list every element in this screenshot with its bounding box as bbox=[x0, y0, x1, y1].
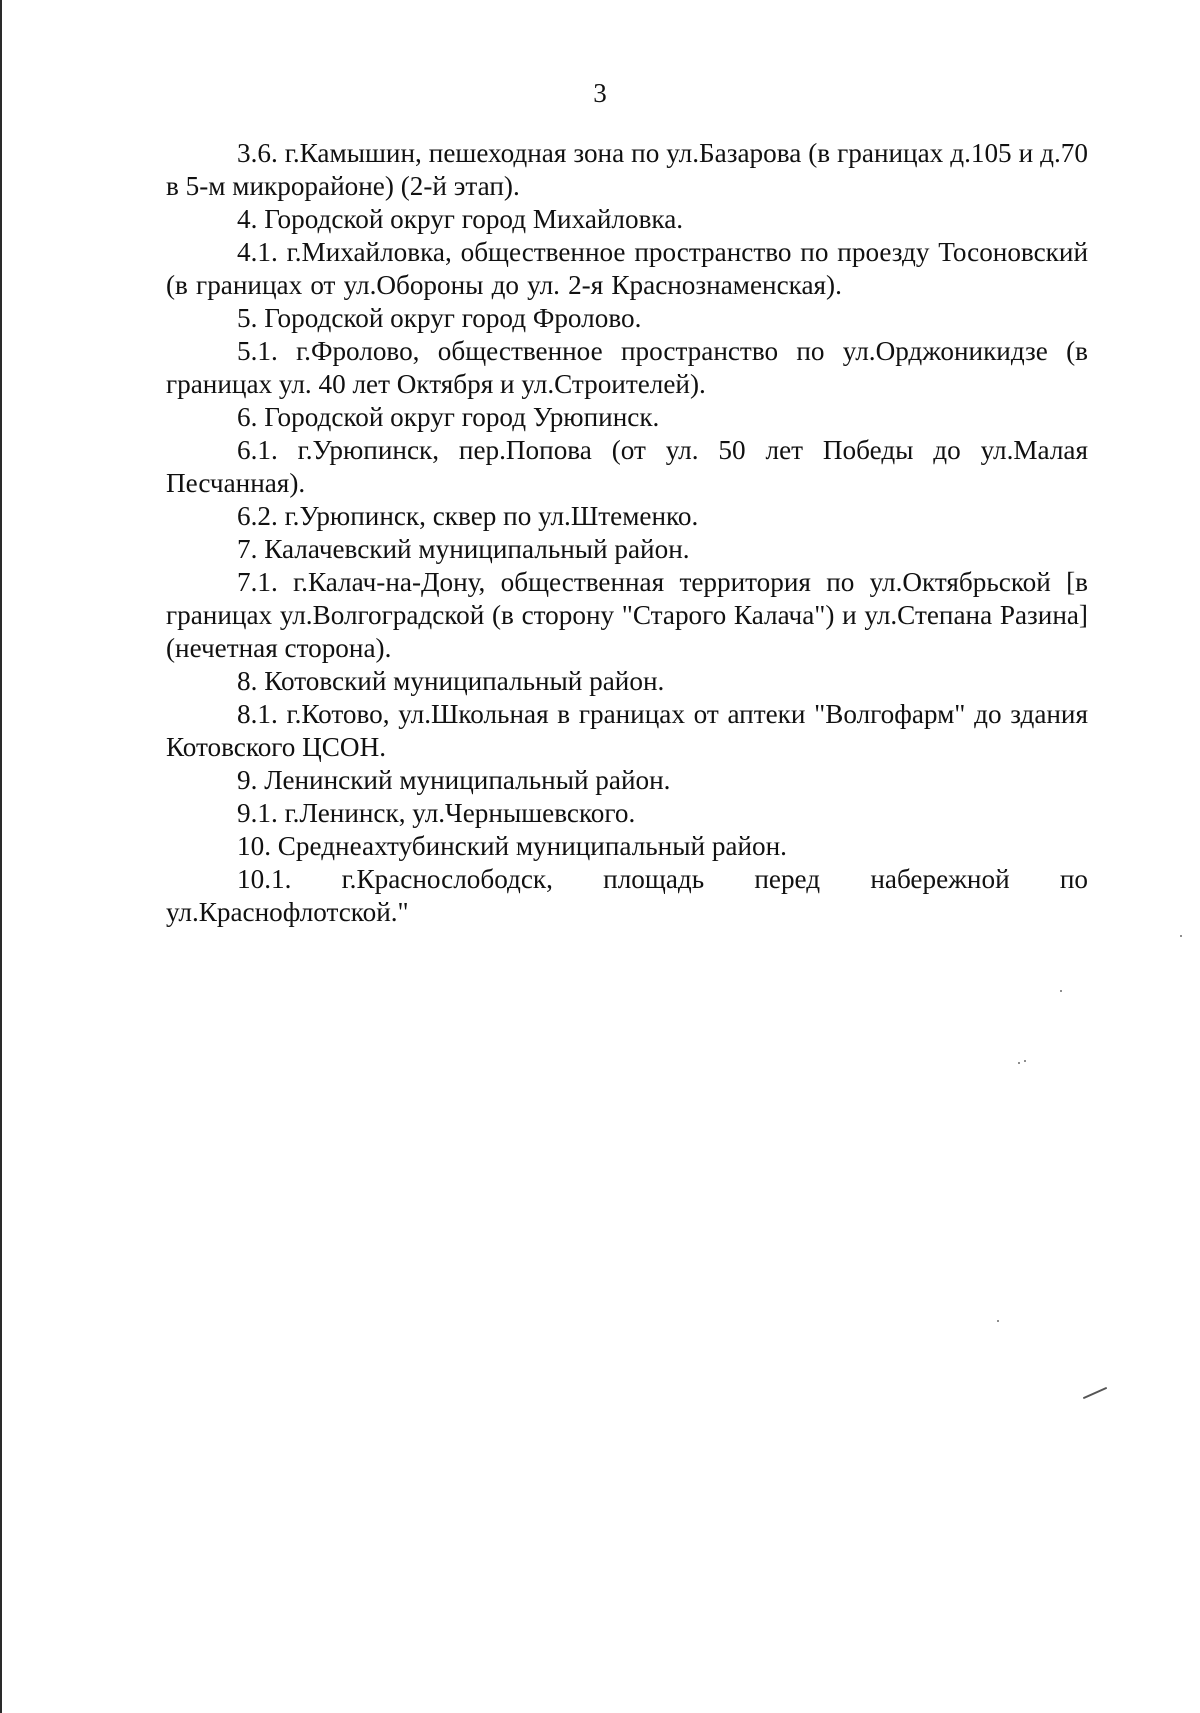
paragraph-4-1: 4.1. г.Михайловка, общественное пространство по проезду Тосоновский (в границах от ул.Обороны до ул. 2-я Краснознаменская). bbox=[166, 237, 1088, 300]
paragraph-6: 6. Городской округ город Урюпинск. bbox=[237, 402, 660, 432]
pen-stroke-mark bbox=[1083, 1387, 1108, 1399]
scan-speck bbox=[1180, 935, 1182, 937]
paragraph-7-1: 7.1. г.Калач-на-Дону, общественная территория по ул.Октябрьской [в границах ул.Волгоградской (в сторону "Старого Калача") и ул.Степана Разина] (нечетная сторона). bbox=[166, 567, 1088, 663]
paragraph-5: 5. Городской округ город Фролово. bbox=[237, 303, 642, 333]
paragraph-6-2: 6.2. г.Урюпинск, сквер по ул.Штеменко. bbox=[237, 501, 699, 531]
paragraph-6-1: 6.1. г.Урюпинск, пер.Попова (от ул. 50 лет Победы до ул.Малая Песчанная). bbox=[166, 435, 1088, 498]
scan-edge-line bbox=[0, 0, 2, 1713]
paragraph-3-6: 3.6. г.Камышин, пешеходная зона по ул.Базарова (в границах д.105 и д.70 в 5-м микрорайоне) (2-й этап). bbox=[166, 138, 1088, 201]
scan-speck bbox=[1060, 990, 1062, 992]
document-body bbox=[166, 137, 1088, 929]
paragraph-4: 4. Городской округ город Михайловка. bbox=[237, 204, 684, 234]
paragraph-8: 8. Котовский муниципальный район. bbox=[237, 666, 665, 696]
paragraph-9-1: 9.1. г.Ленинск, ул.Чернышевского. bbox=[237, 798, 636, 828]
paragraph-8-1: 8.1. г.Котово, ул.Школьная в границах от аптеки "Волгофарм" до здания Котовского ЦСОН. bbox=[166, 699, 1088, 762]
page-number: 3 bbox=[593, 78, 607, 108]
scan-speck bbox=[1024, 1060, 1026, 1062]
scan-speck bbox=[1018, 1062, 1020, 1064]
paragraph-10: 10. Среднеахтубинский муниципальный район. bbox=[237, 831, 787, 861]
paragraph-5-1: 5.1. г.Фролово, общественное пространство по ул.Орджоникидзе (в границах ул. 40 лет Октября и ул.Строителей). bbox=[166, 336, 1088, 399]
paragraph-10-1: 10.1. г.Краснослободск, площадь перед набережной по ул.Краснофлотской." bbox=[166, 864, 1088, 927]
paragraph-7: 7. Калачевский муниципальный район. bbox=[237, 534, 690, 564]
scan-speck bbox=[997, 1320, 999, 1322]
paragraph-9: 9. Ленинский муниципальный район. bbox=[237, 765, 671, 795]
